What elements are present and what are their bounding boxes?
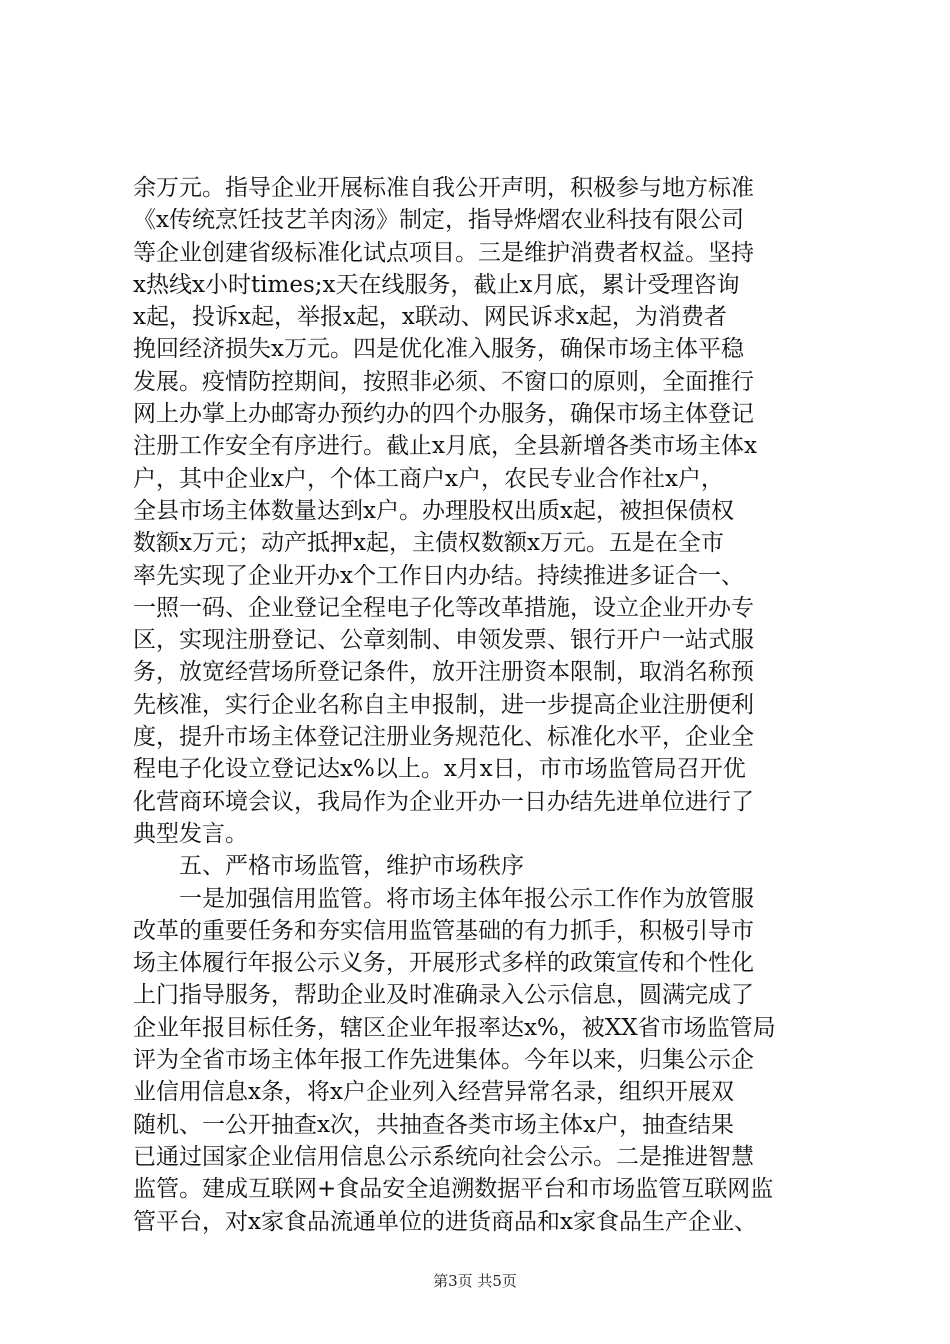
text-line: x热线x小时times;x天在线服务，截止x月底，累计受理咨询 (133, 271, 740, 298)
text-line: 率先实现了企业开办x个工作日内办结。持续推进多证合一、 (133, 562, 744, 589)
text-line: 企业年报目标任务，辖区企业年报率达x%，被XX省市场监管局 (133, 1014, 776, 1041)
text-line: 监管。建成互联网+食品安全追溯数据平台和市场监管互联网监 (133, 1176, 774, 1203)
text-line: 场主体履行年报公示义务，开展形式多样的政策宣传和个性化 (133, 950, 754, 977)
text-line: 已通过国家企业信用信息公示系统向社会公示。二是推进智慧 (133, 1143, 754, 1170)
text-line: x起，投诉x起，举报x起，x联动、网民诉求x起，为消费者 (133, 304, 727, 331)
text-line: 务，放宽经营场所登记条件，放开注册资本限制，取消名称预 (133, 659, 754, 686)
text-line: 注册工作安全有序进行。截止x月底，全县新增各类市场主体x (133, 433, 757, 460)
text-line: 五、严格市场监管，维护市场秩序 (179, 853, 524, 880)
text-line: 全县市场主体数量达到x户。办理股权出质x起，被担保债权 (133, 497, 734, 524)
text-line: 户，其中企业x户，个体工商户x户，农民专业合作社x户， (133, 465, 724, 492)
text-line: 挽回经济损失x万元。四是优化准入服务，确保市场主体平稳 (133, 336, 744, 363)
text-line: 评为全省市场主体年报工作先进集体。今年以来，归集公示企 (133, 1047, 754, 1074)
text-line: 典型发言。 (133, 820, 248, 847)
text-line: 发展。疫情防控期间，按照非必须、不窗口的原则，全面推行 (133, 368, 754, 395)
text-line: 余万元。指导企业开展标准自我公开声明，积极参与地方标准 (133, 175, 754, 201)
text-line: 《x传统烹饪技艺羊肉汤》制定，指导烨熠农业科技有限公司 (133, 207, 744, 234)
text-line: 管平台，对x家食品流通单位的进货商品和x家食品生产企业、 (133, 1208, 757, 1235)
page-footer: 第3页 共5页 (433, 1272, 517, 1290)
text-line: 改革的重要任务和夯实信用监管基础的有力抓手，积极引导市 (133, 917, 754, 944)
text-line: 业信用信息x条，将x户企业列入经营异常名录，组织开展双 (133, 1079, 734, 1106)
text-line: 等企业创建省级标准化试点项目。三是维护消费者权益。坚持 (133, 239, 754, 266)
text-line: 网上办掌上办邮寄办预约办的四个办服务，确保市场主体登记 (133, 401, 754, 428)
text-line: 化营商环境会议，我局作为企业开办一日办结先进单位进行了 (133, 788, 754, 815)
text-line: 一是加强信用监管。将市场主体年报公示工作作为放管服 (179, 885, 754, 912)
document-body (133, 172, 833, 1238)
text-line: 上门指导服务，帮助企业及时准确录入公示信息，圆满完成了 (133, 982, 754, 1009)
text-line: 度，提升市场主体登记注册业务规范化、标准化水平，企业全 (133, 724, 754, 751)
text-line: 数额x万元；动产抵押x起，主债权数额x万元。五是在全市 (133, 530, 724, 557)
text-line: 随机、一公开抽查x次，共抽查各类市场主体x户，抽查结果 (133, 1111, 734, 1138)
text-line: 一照一码、企业登记全程电子化等改革措施，设立企业开办专 (133, 594, 754, 621)
text-line: 先核准，实行企业名称自主申报制，进一步提高企业注册便利 (133, 691, 754, 718)
text-line: 程电子化设立登记达x%以上。x月x日，市市场监管局召开优 (133, 756, 746, 783)
text-line: 区，实现注册登记、公章刻制、申领发票、银行开户一站式服 (133, 627, 754, 654)
